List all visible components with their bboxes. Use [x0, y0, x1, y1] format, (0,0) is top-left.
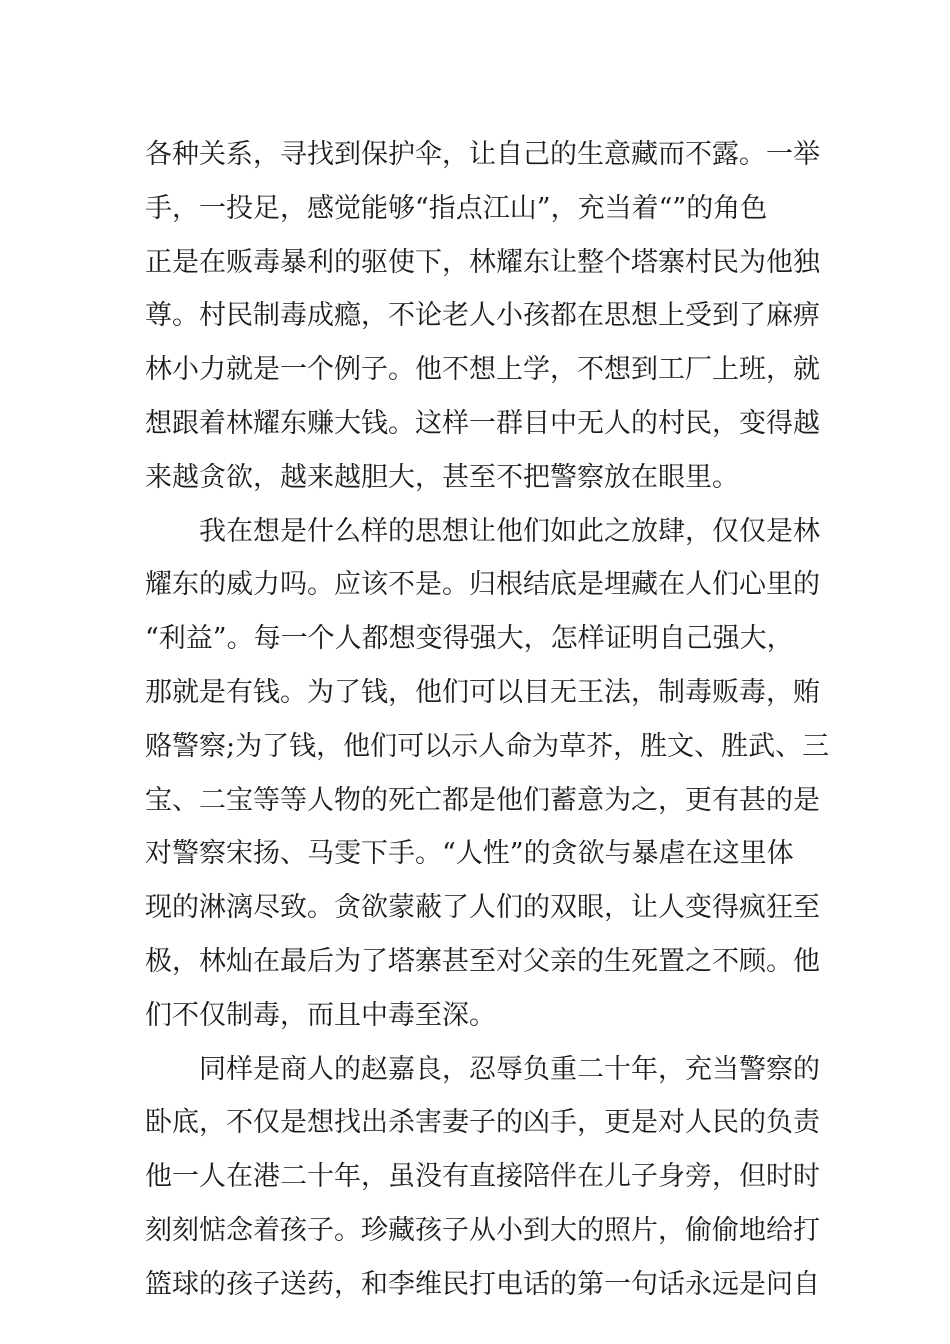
text-line: “利益”。每一个人都想变得强大，怎样证明自己强大， [145, 623, 794, 655]
text-line: 正是在贩毒暴利的驱使下，林耀东让整个塔寨村民为他独 [145, 246, 820, 278]
text-line: 我在想是什么样的思想让他们如此之放肆，仅仅是林 [199, 515, 820, 547]
text-line: 耀东的威力吗。应该不是。归根结底是埋藏在人们心里的 [145, 569, 820, 601]
text-line: 各种关系，寻找到保护伞，让自己的生意藏而不露。一举 [145, 139, 820, 170]
paragraph-2 [145, 505, 830, 1043]
text-line: 他一人在港二十年，虽没有直接陪伴在儿子身旁，但时时 [145, 1161, 820, 1193]
text-line: 想跟着林耀东赚大钱。这样一群目中无人的村民，变得越 [145, 407, 820, 439]
text-line: 宝、二宝等等人物的死亡都是他们蓄意为之，更有甚的是 [145, 784, 820, 816]
text-line: 手，一投足，感觉能够“指点江山”，充当着“”的角色 [145, 192, 768, 224]
text-line: 极，林灿在最后为了塔寨甚至对父亲的生死置之不顾。他 [145, 945, 820, 977]
text-line: 尊。村民制毒成瘾，不论老人小孩都在思想上受到了麻痹 [145, 300, 820, 332]
text-line: 卧底，不仅是想找出杀害妻子的凶手，更是对人民的负责 [145, 1107, 820, 1139]
text-line: 同样是商人的赵嘉良，忍辱负重二十年，充当警察的 [199, 1053, 820, 1085]
text-line: 赂警察;为了钱，他们可以示人命为草芥，胜文、胜武、三 [145, 730, 830, 762]
body-text [145, 128, 830, 1312]
text-line: 那就是有钱。为了钱，他们可以目无王法，制毒贩毒，贿 [145, 676, 820, 708]
text-line: 篮球的孩子送药，和李维民打电话的第一句话永远是问自 [145, 1268, 820, 1300]
text-line: 们不仅制毒，而且中毒至深。 [145, 999, 496, 1031]
text-line: 刻刻惦念着孩子。珍藏孩子从小到大的照片，偷偷地给打 [145, 1214, 820, 1246]
paragraph-1 [145, 128, 820, 505]
text-line: 林小力就是一个例子。他不想上学，不想到工厂上班，就 [145, 354, 820, 386]
text-line: 现的淋漓尽致。贪欲蒙蔽了人们的双眼，让人变得疯狂至 [145, 892, 820, 924]
text-line: 对警察宋扬、马雯下手。“人性”的贪欲与暴虐在这里体 [145, 838, 794, 870]
paragraph-3 [145, 1043, 820, 1312]
text-line: 来越贪欲，越来越胆大，甚至不把警察放在眼里。 [145, 461, 739, 493]
